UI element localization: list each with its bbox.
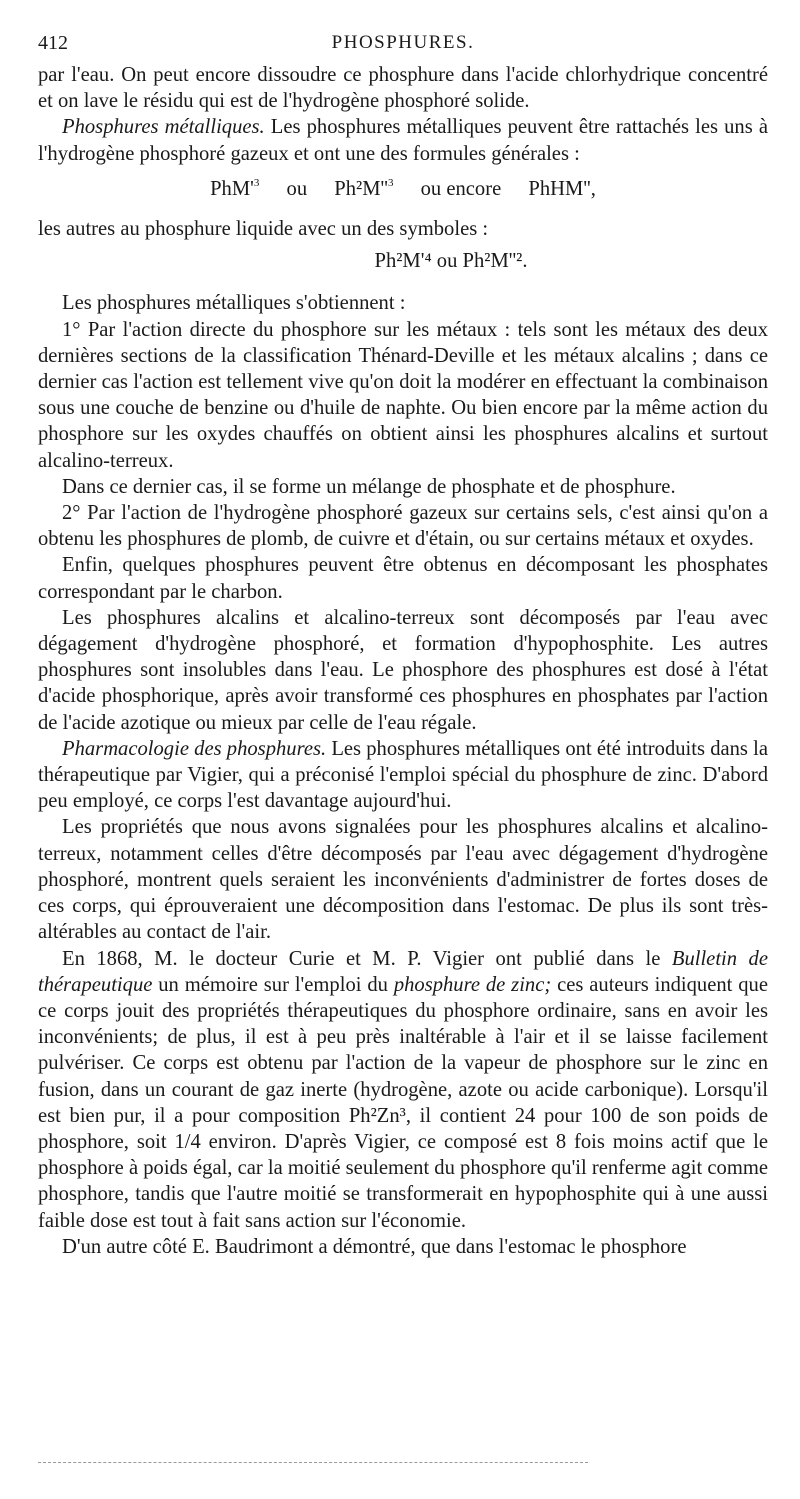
formula-connector-2: ou encore (420, 177, 502, 200)
paragraph-method-2: 2° Par l'action de l'hydrogène phosphoré gazeux sur certains sels, c'est ainsi qu'on a obtenu les phosphures de plomb, de cuivre et d'étain, ou sur certains métaux et oxydes. (38, 502, 768, 551)
formula-general-2: Ph²M'⁴ ou Ph²M''². (374, 250, 528, 273)
section-heading-pharmacologie: Pharmacologie des phosphures. (62, 737, 327, 760)
page-header (38, 30, 768, 58)
formula-term-2-sup: 3 (387, 176, 394, 189)
paragraph-curie-vigier (38, 946, 768, 1234)
formula-term-1-sup: 3 (253, 176, 260, 189)
paragraph-text: Les phosphures métalliques ont été introduits dans la thérapeutique par Vigier, qui a préconisé l'emploi spécial du phosphure de zinc. D'abord peu employé, ce corps l'est davantage aujourd'hui. (38, 737, 768, 813)
paragraph-text-symboles: les autres au phosphure liquide avec un des symboles : (38, 218, 489, 241)
formula-term-1: PhM' (210, 177, 254, 200)
paragraph-continuation: par l'eau. On peut encore dissoudre ce phosphure dans l'acide chlorhydrique concentré et on lave le résidu qui est de l'hydrogène phosphoré solide. (38, 64, 768, 113)
formula-general-1 (38, 176, 768, 202)
section-heading-phosphures-metalliques: Phosphures métalliques. (62, 116, 265, 139)
paragraph-text: ces auteurs indiquent que ce corps jouit des propriétés thérapeutiques du phosphore ordinaire, sans en avoir les inconvénients; de plus, il est à peu près inaltérable à l'air et il se laisse facilement pulvériser. Ce corps est obtenu par l'action de la vapeur de phosphore sur le zinc en fusion, dans un courant de gaz inerte (hydrogène, azote ou acide carbonique). Lorsqu'il est bien pur, il a pour composition Ph²Zn³, il contient 24 pour 100 de son poids de phosphore, soit 1/4 environ. D'après Vigier, ce composé est 8 fois moins actif que le phosphore à poids égal, car la moitié seulement du phosphore qu'il renferme agit comme phosphore, tandis que l'autre moitié se transformerait en hypophosphite qui à une aussi faible dose est tout à fait sans action sur l'économie. (38, 973, 768, 1232)
paragraph-phosphures-metalliques (38, 114, 768, 166)
page-number: 412 (38, 32, 68, 54)
paragraph-charbon: Enfin, quelques phosphures peuvent être obtenus en décomposant les phosphates correspondant par le charbon. (38, 554, 768, 603)
publication-title: Bulletin de thérapeutique (38, 947, 768, 996)
emphasis-phosphure-de-zinc: phosphure de zinc; (393, 973, 552, 996)
running-title: PHOSPHURES. (331, 32, 475, 53)
formula-term-2: Ph²M'' (334, 177, 388, 200)
paragraph-pharmacologie (38, 736, 768, 815)
paragraph-method-1: 1° Par l'action directe du phosphore sur les métaux : tels sont les métaux des deux dernières sections de la classification Thénard-Deville et les métaux alcalins ; dans ce dernier cas l'action est tellement vive qu'on doit la modérer en effectuant la combinaison sous une couche de benzine ou d'huile de naphte. Ou bien encore par la même action du phosphore sur les oxydes chauffés on obtient ainsi les phosphures alcalins et surtout alcalino-terreux. (38, 318, 768, 472)
paragraph-text: En 1868, M. le docteur Curie et M. P. Vigier ont publié dans le (62, 947, 672, 970)
paragraph-text: un mémoire sur l'emploi du (152, 973, 394, 996)
formula-connector: ou (286, 177, 308, 200)
book-page (38, 30, 768, 1260)
paragraph-obtention: Les phosphures métalliques s'obtiennent : (62, 292, 406, 315)
formula-term-3: PhHM'', (528, 177, 596, 200)
paragraph-text: Les phosphures métalliques peuvent être rattachés les uns à l'hydrogène phosphoré gazeux et ont une des formules générales : (38, 116, 768, 165)
footer-rule (38, 1462, 588, 1463)
paragraph-decomposition: Les phosphures alcalins et alcalino-terreux sont décomposés par l'eau avec dégagement d'hydrogène phosphoré, et formation d'hypophosphite. Les autres phosphures sont insolubles dans l'eau. Le phosphore des phosphures est dosé à l'état d'acide phosphorique, après avoir transformé ces phosphures en phosphates par l'action de l'acide azotique ou mieux par celle de l'eau régale. (38, 606, 768, 734)
paragraph-baudrimont: D'un autre côté E. Baudrimont a démontré, que dans l'estomac le phosphore (62, 1235, 687, 1258)
paragraph-melange: Dans ce dernier cas, il se forme un mélange de phosphate et de phosphure. (62, 475, 676, 498)
paragraph-proprietes: Les propriétés que nous avons signalées pour les phosphures alcalins et alcalino-terreux, notamment celles d'être décomposés par l'eau avec dégagement d'hydrogène phosphoré, montrent quels seraient les inconvénients d'administrer de fortes doses de ces corps, qui éprouveraient une décomposition dans l'estomac. De plus ils sont très-altérables au contact de l'air. (38, 816, 768, 944)
